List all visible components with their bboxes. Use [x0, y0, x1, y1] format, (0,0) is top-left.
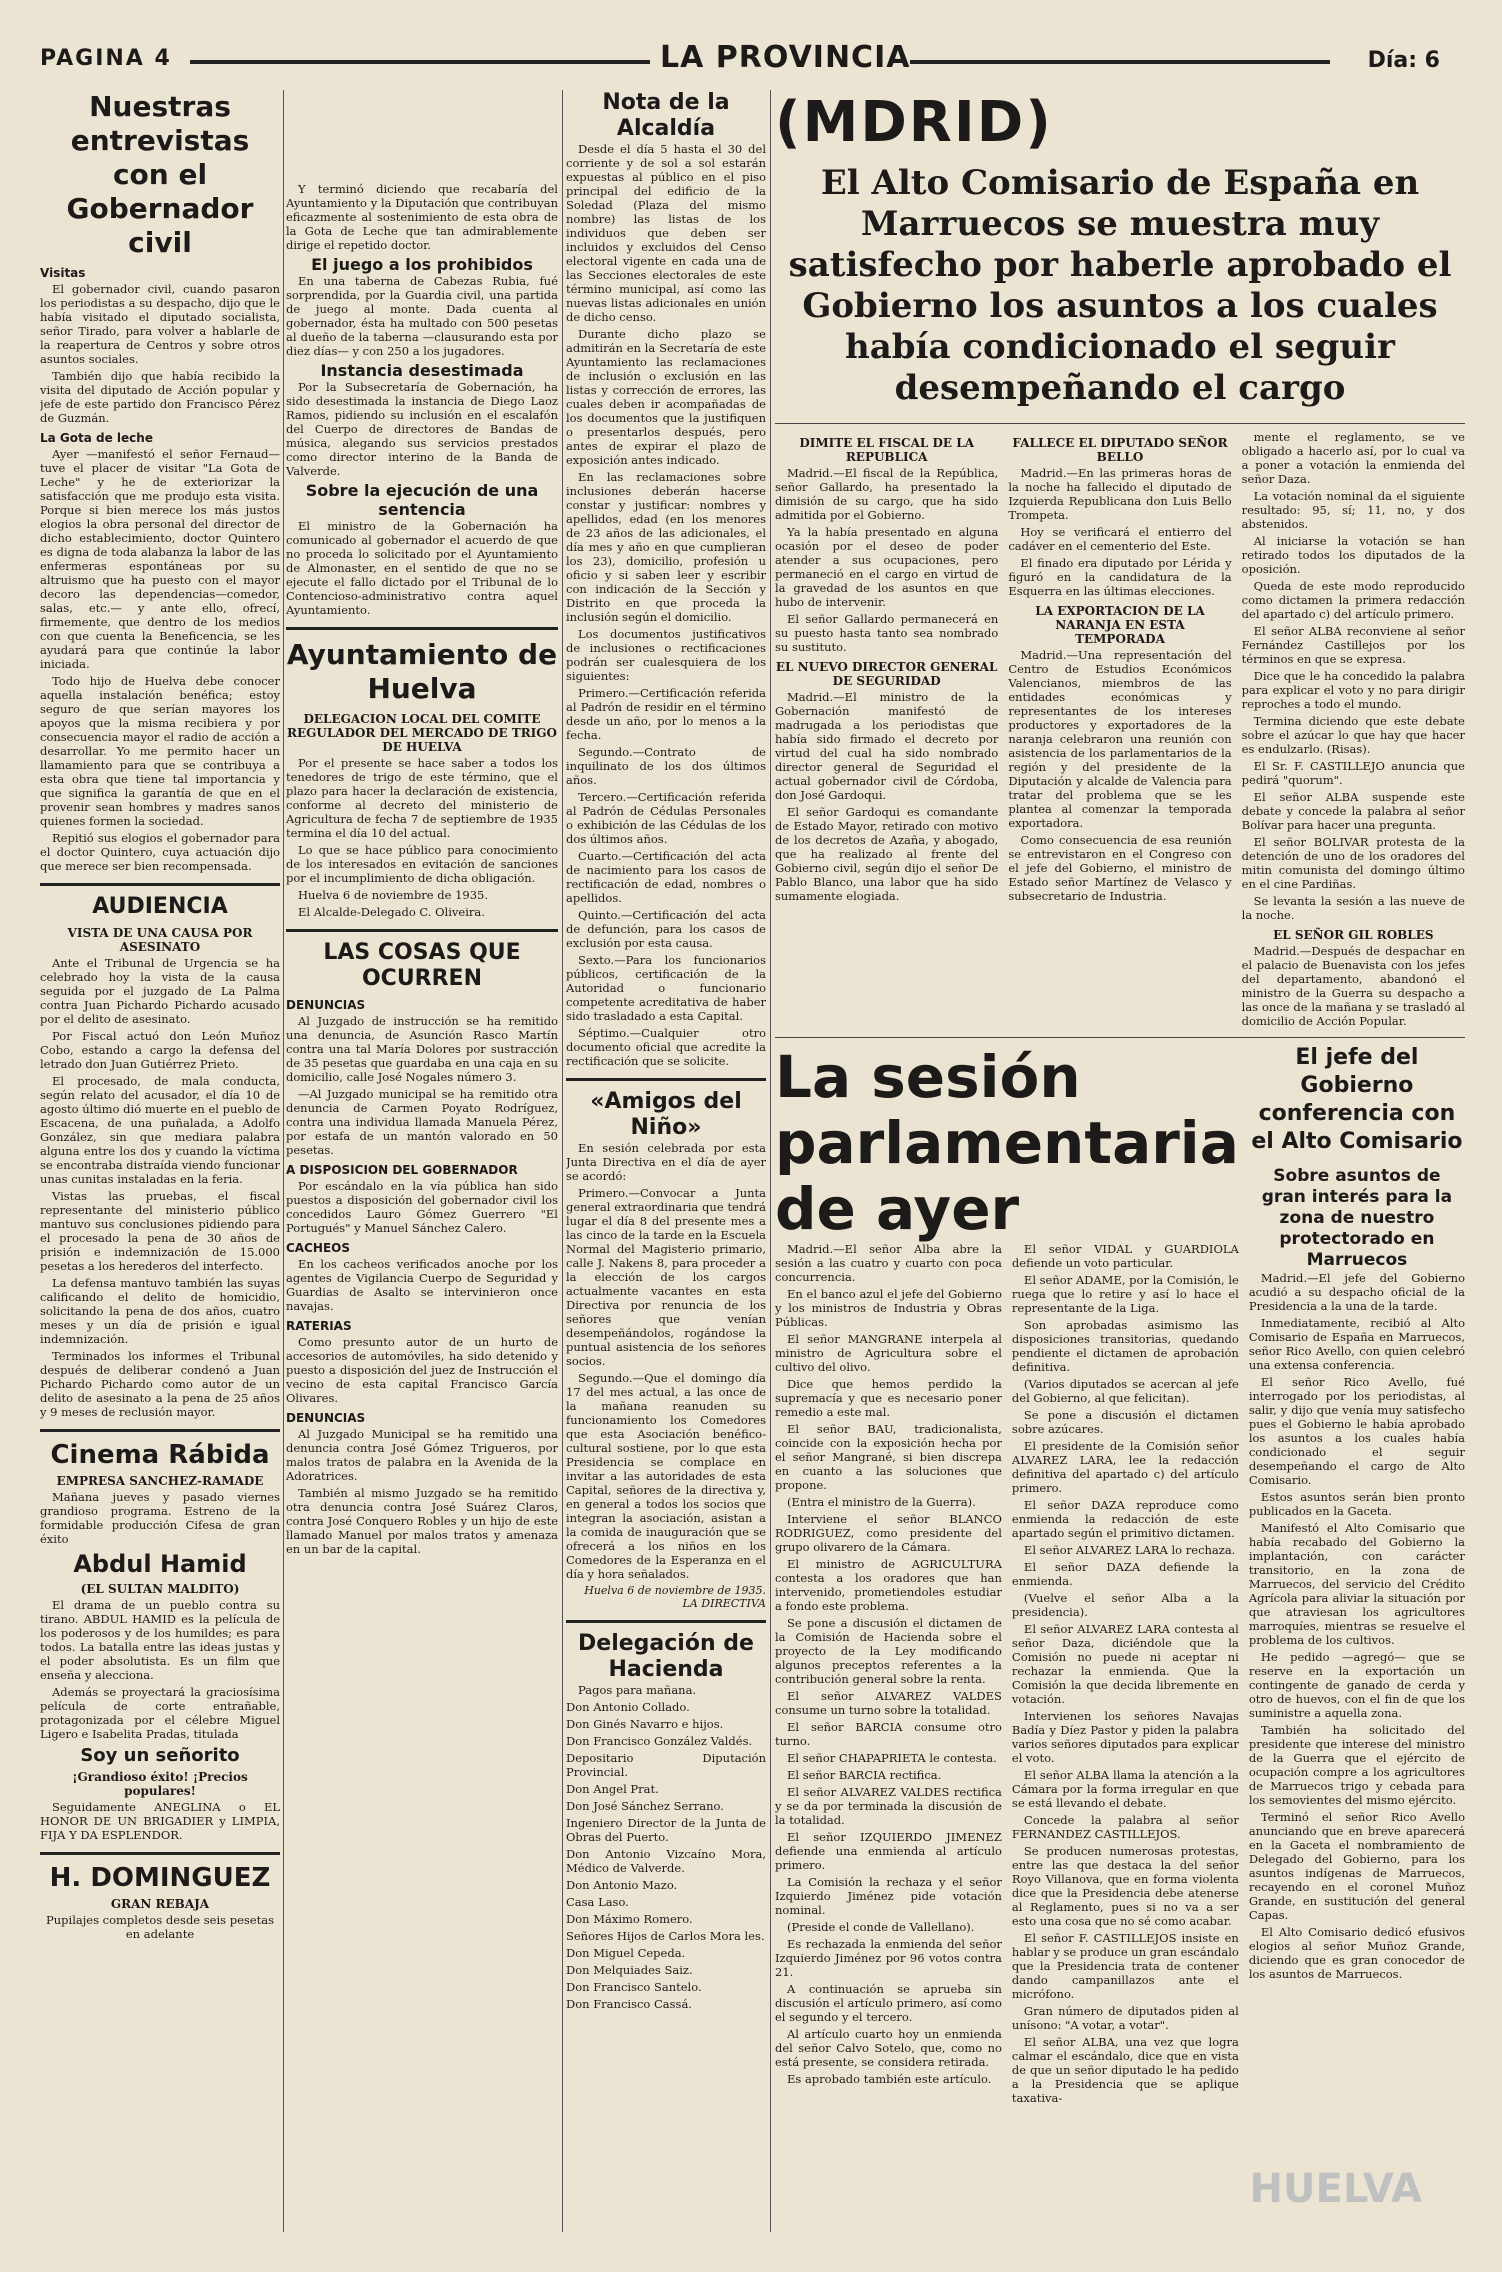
paragraph: Por la Subsecretaría de Gobernación, ha sido desestimada la instancia de Diego Laoz Ramos, pidiendo su inclusión en el escalafón del Cuerpo de directores de Bandas de música, alegando sus servicios prestados como director interino de la Banda de Valverde. [286, 380, 558, 478]
paragraph: (Preside el conde de Vallellano). [787, 1920, 975, 1934]
paragraph: El señor ALVAREZ VALDES consume un turno sobre la totalidad. [775, 1689, 1002, 1717]
list-item: Don Angel Prat. [566, 1782, 659, 1796]
paragraph: Por escándalo en la vía pública han sido puestos a disposición del gobernador civil los concedidos Lauro Gómez Guerrero "El Portugués" y Manuel Sánchez Calero. [286, 1179, 558, 1235]
paragraph: Dice que hemos perdido la supremacía y que es necesario poner remedio a este mal. [775, 1377, 1002, 1419]
paragraph: mente el reglamento, se ve obligado a hacerlo así, por lo cual va a poner a votación la enmienda del señor Daza. [1241, 430, 1465, 486]
subhead-exportacion: LA EXPORTACION DE LA NARANJA EN ESTA TEMPORADA [1035, 604, 1205, 646]
paragraph: Se levanta la sesión a las nueve de la noche. [1241, 894, 1465, 922]
list-item: Ingeniero Director de la Junta de Obras del Puerto. [566, 1816, 766, 1844]
paragraph: El señor Gardoqui es comandante de Estado Mayor, retirado con motivo de los decretos de Azaña, y abogado, que ha realizado al frente del Gobierno civil, según dijo el señor De Pablo Blanco, una labor que ha sido sumamente elogiada. [775, 805, 999, 903]
paragraph: Como presunto autor de un hurto de accesorios de automóviles, ha sido detenido y puesto a disposición del juez de Instrucción el vecino de esta capital Francisco García Olivares. [286, 1335, 558, 1405]
paragraph: Desde el día 5 hasta el 30 del corriente y de sol a sol estarán expuestas al público en el piso principal del edificio de la Soledad (Plaza del mismo nombre) las listas de los individuos que deben ser incluidos y excluidos del Censo electoral vigente en cada una de las Secciones electorales de este término municipal, así como las nuevas listas adicionales en unión de dicho censo. [566, 142, 766, 324]
paragraph: En una taberna de Cabezas Rubia, fué sorprendida, por la Guardia civil, una partida de juego al monte. Dada cuenta al gobernador, ésta ha multado con 500 pesetas al dueño de la taberna —clausurando esta por diez días— y con 250 a los jugadores. [286, 274, 558, 358]
paragraph: Terminados los informes el Tribunal después de deliberar condenó a Juan Pichardo Pichardo como autor de un delito de asesinato a la pena de 25 años y 9 meses de reclusión mayor. [40, 1349, 280, 1419]
ad-tagline: ¡Grandioso éxito! ¡Precios populares! [72, 1770, 248, 1798]
list-item: Don Antonio Vizcaíno Mora, Médico de Valverde. [566, 1847, 766, 1875]
masthead-rule-left [190, 60, 650, 64]
paragraph: Intervienen los señores Navajas Badía y Díez Pastor y piden la palabra varios señores diputados para explicar el voto. [1011, 1709, 1239, 1765]
paragraph: Interviene el señor BLANCO RODRIGUEZ, como presidente del grupo olivarero de la Cámara. [775, 1512, 1002, 1554]
paragraph: Todo hijo de Huelva debe conocer aquella instalación benéfica; estoy seguro de que serían mayores los apoyos que la misma recibiera y por consecuencia mayor el radio de acción a desarrollar. Yo me permito hacer un llamamiento para que se contribuya a esta obra que tiene tal importancia y que significa la garantía de que en el provenir sean hombres y madres sanos quienes formen la sociedad. [40, 674, 280, 828]
list-item: Don Francisco Cassá. [566, 1997, 692, 2011]
subhead-visitas: Visitas [40, 266, 86, 280]
paragraph: Y terminó diciendo que recabaría del Ayuntamiento y la Diputación que contribuyan eficazmente al sostenimiento de esta obra de la Gota de Leche que tan admirablemente dirige el repetido doctor. [286, 182, 558, 252]
list-item: Señores Hijos de Carlos Mora les. [566, 1929, 765, 1943]
paragraph: También ha solicitado del presidente que interese del ministro de la Guerra que el ejército de ocupación compre a los agricultores de Marruecos trigo y cebada para los semovientes del mismo ejército. [1248, 1723, 1465, 1807]
paragraph: La Comisión la rechaza y el señor Izquierdo Jiménez pide votación nominal. [775, 1875, 1002, 1917]
ad-film-title-2: Soy un señorito [80, 1745, 240, 1766]
subhead-fallece: FALLECE EL DIPUTADO SEÑOR BELLO [1012, 436, 1228, 464]
paragraph: El ministro de la Gobernación ha comunicado al gobernador el acuerdo de que no proceda lo solicitado por el Ayuntamiento de Almonaster, en el sentido de que no se ejecute el fallo dictado por el Tribunal de lo Contencioso-administrativo contra aquel Ayuntamiento. [286, 519, 558, 617]
paragraph: Pupilajes completos desde seis pesetas en adelante [46, 1913, 274, 1941]
paragraph: En sesión celebrada por esta Junta Directiva en el día de ayer se acordó: [566, 1141, 766, 1183]
paragraph: Al iniciarse la votación se han retirado todos los diputados de la oposición. [1241, 534, 1465, 576]
list-item: Don Máximo Romero. [566, 1912, 693, 1926]
headline-hacienda: Delegación de Hacienda [578, 1631, 754, 1682]
paragraph: El señor BAU, tradicionalista, coincide con la exposición hecha por el señor Mangrané, si bien discrepa en cuanto a las soluciones que propone. [775, 1422, 1002, 1492]
paragraph: El señor Rico Avello, fué interrogado por los periodistas, al salir, y dijo que venía muy satisfecho pues el Gobierno le había aprobado los asuntos a los cuales había condicionado el seguir desempeñando el cargo de Alto Comisario. [1248, 1375, 1465, 1487]
paragraph: Por Fiscal actuó don León Muñoz Cobo, estando a cargo la defensa del letrado don Juan Gutiérrez Prieto. [40, 1029, 280, 1071]
list-item: Don José Sánchez Serrano. [566, 1799, 724, 1813]
session-col-a [775, 1242, 1002, 2108]
headline-audiencia: AUDIENCIA [92, 894, 228, 919]
paragraph: En el banco azul el jefe del Gobierno y los ministros de Industria y Obras Públicas. [775, 1287, 1002, 1329]
divider [40, 1852, 280, 1855]
paragraph: Es rechazada la enmienda del señor Izquierdo Jiménez por 96 votos contra 21. [775, 1937, 1002, 1979]
paragraph: El drama de un pueblo contra su tirano. ABDUL HAMID es la película de los poderosos y de los humildes; es para todos. La batalla entre las ideas justas y el poder absolutista. Es un film que enseña y alecciona. [40, 1598, 280, 1682]
paragraph: Madrid.—Una representación del Centro de Estudios Económicos Valencianos, miembros de las entidades económicas y representantes de los intereses productores y exportadores de la naranja celebraron una reunión con asistencia de los parlamentarios de la región y del presidente de la Diputación y alcalde de Valencia para tratar del problema que se les plantea al comenzar la temporada exportadora. [1008, 648, 1232, 830]
signature: Huelva 6 de noviembre de 1935. LA DIRECTIVA [584, 1584, 766, 1610]
paragraph: La defensa mantuvo también las suyas calificando el delito de homicidio, solicitando la pena de dos años, cuatro meses y un día de prisión e igual indemnización. [40, 1276, 280, 1346]
paragraph: Son aprobadas asimismo las disposiciones transitorias, quedando pendiente el dictamen de aprobación definitiva. [1011, 1318, 1239, 1374]
paragraph: Concede la palabra al señor FERNANDEZ CASTILLEJOS. [1011, 1813, 1239, 1841]
subhead-delegacion: DELEGACION LOCAL DEL COMITE REGULADOR DEL MERCADO DE TRIGO DE HUELVA [286, 712, 557, 754]
subhead-disposicion: A DISPOSICION DEL GOBERNADOR [286, 1163, 518, 1177]
subhead-cacheos: CACHEOS [286, 1241, 350, 1255]
paragraph: El señor CHAPAPRIETA le contesta. [787, 1751, 997, 1765]
paragraph: La votación nominal da el siguiente resultado: 95, sí; 11, no, y dos abstenidos. [1241, 489, 1465, 531]
paragraph: Madrid.—En las primeras horas de la noche ha fallecido el diputado de Izquierda Republicana don Luis Bello Trompeta. [1008, 466, 1232, 522]
ad-cinema-company: EMPRESA SANCHEZ-RAMADE [56, 1474, 264, 1488]
column-2 [286, 90, 558, 2232]
paragraph: El señor IZQUIERDO JIMENEZ defiende una enmienda al artículo primero. [775, 1830, 1002, 1872]
paragraph: Segundo.—Que el domingo día 17 del mes actual, a las once de la mañana reanuden su funcionamiento los Comedores que esta Asociación benéfico-cultural sostiene, por lo que esta Presidencia se complace en invitar a las autoridades de esta Capital, señores de la directiva y, en general a todos los socios que integran la asociación, asistan a la comida de inauguración que se ofrecerá a los niños en los Comedores de la Esperanza en el día y hora señalados. [566, 1371, 766, 1581]
paragraph: Quinto.—Certificación del acta de defunción, para los casos de exclusión por esta causa. [566, 908, 766, 950]
paragraph: El señor BOLIVAR protesta de la detención de uno de los oradores del mitin comunista del domingo último en el cine Pardiñas. [1241, 835, 1465, 891]
paragraph: Seguidamente ANEGLINA o EL HONOR DE UN BRIGADIER y LIMPIA, FIJA Y DA ESPLENDOR. [40, 1800, 280, 1842]
paragraph: El señor VIDAL y GUARDIOLA defiende un voto particular. [1011, 1242, 1239, 1270]
paragraph: El procesado, de mala conducta, según relato del acusador, el día 10 de agosto último dió muerte en el pueblo de Escacena, de una puñalada, a Adolfo González, sin que mediara palabra alguna entre los dos y cuando la víctima se encontraba distraída viendo funcionar unas cunitas instaladas en la feria. [40, 1074, 280, 1186]
paragraph: A continuación se aprueba sin discusión el artículo primero, así como el segundo y el tercero. [775, 1982, 1002, 2024]
paragraph: El señor ALBA llama la atención a la Cámara por la forma irregular en que se está llevando el debate. [1011, 1768, 1239, 1810]
payments-list [566, 1700, 766, 2011]
paragraph: El señor DAZA defiende la enmienda. [1011, 1560, 1239, 1588]
paragraph: En los cacheos verificados anoche por los agentes de Vigilancia Cuerpo de Seguridad y Guardias de Asalto se intervinieron once navajas. [286, 1257, 558, 1313]
news-col-b [1008, 430, 1231, 1031]
session-col-b [1012, 1242, 1239, 2108]
paragraph: El gobernador civil, cuando pasaron los periodistas a su despacho, dijo que le había visitado el diputado socialista, señor Tirado, para volver a hablarle de la reapertura de Centros y sobre otros asuntos sociales. [40, 282, 280, 366]
paragraph: El señor ALBA reconviene al señor Fernández Castillejos por los términos en que se expresa. [1241, 624, 1465, 666]
divider [40, 1429, 280, 1432]
paragraph: Terminó el señor Rico Avello anunciando que en breve aparecerá en la Gaceta el nombramiento de Delegado del Gobierno, para los asuntos indígenas de Marruecos, recayendo en el coronel Muñoz Grande, en sustitución del general Capas. [1248, 1810, 1465, 1922]
paragraph: El señor ALBA, una vez que logra calmar el escándalo, dice que en vista de que un señor diputado le ha pedido a la Presidencia que se aplique taxativa- [1011, 2035, 1239, 2105]
subhead-instancia: Instancia desestimada [320, 361, 524, 380]
headline-sesion: La sesión parlamentaria de ayer [775, 1043, 1239, 1243]
divider [286, 929, 558, 932]
divider [775, 423, 1465, 424]
column-4 [775, 90, 1465, 2232]
paragraph: Además se proyectará la graciosísima película de corte entrañable, protagonizada por el célebre Miguel Ligero e Isabelita Pradas, titulada [40, 1685, 280, 1741]
paragraph: También dijo que había recibido la visita del diputado de Acción popular y jefe de este partido don Francisco Pérez de Guzmán. [40, 369, 280, 425]
paragraph: Durante dicho plazo se admitirán en la Secretaría de este Ayuntamiento las reclamaciones de inclusión o exclusión en las listas y corrección de errores, las cuales deben ir acompañadas de los documentos que la justifiquen o presentarlos después, pero antes de expirar el plazo de exposición antes indicado. [566, 327, 766, 467]
page-label: PAGINA 4 [40, 46, 172, 71]
paragraph: Vistas las pruebas, el fiscal representante del ministerio público mantuvo sus conclusiones pidiendo para el procesado la pena de 30 años de prisión e indemnización de 15.000 pesetas a los herederos del interfecto. [40, 1189, 280, 1273]
subhead-causa: VISTA DE UNA CAUSA POR ASESINATO [67, 926, 253, 954]
subhead-denuncias-2: DENUNCIAS [286, 1411, 366, 1425]
paragraph: Séptimo.—Cualquier otro documento oficial que acredite la rectificación que se solicite. [566, 1026, 766, 1068]
paragraph: Hoy se verificará el entierro del cadáver en el cementerio del Este. [1008, 525, 1232, 553]
ad-cinema-title: Cinema Rábida [50, 1440, 270, 1470]
column-divider [770, 90, 771, 2232]
jefe-column [1249, 1044, 1465, 2108]
subhead-gota: La Gota de leche [40, 431, 153, 445]
headline-alto-comisario: El Alto Comisario de España en Marruecos se muestra muy satisfecho por haberle aprobado el Gobierno los asuntos a los cuales había condicionado el seguir desempeñando el cargo [788, 163, 1452, 408]
paragraph: Termina diciendo que este debate sobre el azúcar lo que hay que hacer es endulzarlo. (Risas). [1241, 714, 1465, 756]
paragraph: (Vuelve el señor Alba a la presidencia). [1011, 1591, 1239, 1619]
paragraph: El señor F. CASTILLEJOS insiste en hablar y se produce un gran escándalo que la Presidencia trata de contener dando campanillazos ante el micrófono. [1011, 1931, 1239, 2001]
paragraph: Los documentos justificativos de inclusiones o rectificaciones podrán ser cualesquiera de los siguientes: [566, 627, 766, 683]
paragraph: Lo que se hace público para conocimiento de los interesados en evitación de sanciones por el incumplimiento de dicha obligación. [286, 843, 558, 885]
paragraph: Queda de este modo reproducido como dictamen la primera redacción del apartado c) del artículo primero. [1241, 579, 1465, 621]
ad-dominguez-title: H. DOMINGUEZ [49, 1863, 271, 1893]
paragraph: Ya la había presentado en alguna ocasión por el deseo de poder atender a sus ocupaciones, pero permaneció en el cargo en virtud de la gravedad de los asuntos en que hubo de intervenir. [775, 525, 999, 609]
divider [286, 627, 558, 630]
paragraph: Ante el Tribunal de Urgencia se ha celebrado hoy la vista de la causa seguida por el juzgado de La Palma contra Juan Pichardo Pichardo acusado por el delito de asesinato. [40, 956, 280, 1026]
spacer [286, 90, 558, 182]
subhead-director: EL NUEVO DIRECTOR GENERAL DE SEGURIDAD [775, 660, 998, 688]
paragraph: El señor ADAME, por la Comisión, le ruega que lo retire y así lo hace el representante de la Liga. [1011, 1273, 1239, 1315]
news-col-a [775, 430, 998, 1031]
list-item: Don Miguel Cepeda. [566, 1946, 686, 1960]
paragraph: (Varios diputados se acercan al jefe del Gobierno, al que felicitan). [1011, 1377, 1239, 1405]
subhead-raterias: RATERIAS [286, 1319, 352, 1333]
paragraph: El señor ALVAREZ VALDES rectifica y se da por terminada la discusión de la totalidad. [775, 1785, 1002, 1827]
session-grid [775, 1044, 1465, 2108]
ad-film-title: Abdul Hamid [73, 1550, 247, 1578]
page-date: Día: 6 [1367, 48, 1440, 73]
paragraph: Inmediatamente, recibió al Alto Comisario de España en Marruecos, señor Rico Avello, con quien celebró una extensa conferencia. [1248, 1316, 1465, 1372]
paragraph: Como consecuencia de esa reunión se entrevistaron en el Congreso con el jefe del Gobierno, el ministro de Estado señor Martínez de Velasco y subsecretario de Industria. [1008, 833, 1232, 903]
masthead [40, 40, 1460, 82]
divider [566, 1620, 766, 1623]
session-columns [775, 1242, 1239, 2108]
paragraph: El presidente de la Comisión señor ALVAREZ LARA, lee la redacción definitiva del apartado c) del artículo primero. [1011, 1439, 1239, 1495]
paragraph: He pedido —agregó— que se reserve en la exportación un contingente de ganado de cerda y otro de huevos, con el fin de que los suministre a aquella zona. [1248, 1650, 1465, 1720]
list-item: Don Francisco Santelo. [566, 1980, 702, 1994]
list-item: Don Melquiades Saiz. [566, 1963, 693, 1977]
list-item: Depositario Diputación Provincial. [566, 1751, 766, 1779]
paragraph: Madrid.—El jefe del Gobierno acudió a su despacho oficial de la Presidencia a la una de la tarde. [1248, 1271, 1465, 1313]
subhead-jefe: Sobre asuntos de gran interés para la zona de nuestro protectorado en Marruecos [1261, 1166, 1453, 1270]
column-3 [566, 90, 766, 2232]
column-divider [562, 90, 563, 2232]
archive-watermark: HUELVA [1249, 2166, 1422, 2212]
list-item: Don Francisco González Valdés. [566, 1734, 753, 1748]
subhead-juego: El juego a los prohibidos [311, 255, 533, 274]
list-item: Don Antonio Collado. [566, 1700, 690, 1714]
paragraph: (Entra el ministro de la Guerra). [787, 1495, 976, 1509]
paragraph: Mañana jueves y pasado viernes grandioso programa. Estreno de la formidable producción Cifesa de gran éxito [40, 1490, 280, 1546]
paragraph: Manifestó el Alto Comisario que había recabado del Gobierno la implantación, con carácter transitorio, en la zona de Marruecos, del servicio del Crédito Agrícola para aliviar la situación por que atraviesan los agricultores marroquíes, mientras se resuelve el problema de los cultivos. [1248, 1521, 1465, 1647]
ad-dominguez-sub: GRAN REBAJA [110, 1897, 210, 1911]
paragraph: Segundo.—Contrato de inquilinato de los dos últimos años. [566, 745, 766, 787]
paragraph: El señor Gallardo permanecerá en su puesto hasta tanto sea nombrado su sustituto. [775, 612, 999, 654]
paragraph: Dice que le ha concedido la palabra para explicar el voto y no para dirigir reproches a todo el mundo. [1241, 669, 1465, 711]
paragraph: Cuarto.—Certificación del acta de nacimiento para los casos de rectificación de edad, nombres o apellidos. [566, 849, 766, 905]
paragraph: Se producen numerosas protestas, entre las que destaca la del señor Royo Villanova, que en forma violenta dice que la Presidencia debe atenerse al Reglamento, pues si no va a ser esto una cosa que no sé como acabar. [1011, 1844, 1239, 1928]
ad-film-subtitle: (EL SULTAN MALDITO) [80, 1582, 240, 1596]
subhead-ejecucion: Sobre la ejecución de una sentencia [305, 481, 539, 519]
paragraph: Al Juzgado Municipal se ha remitido una denuncia contra José Gómez Trigueros, por malos tratos de palabra en la Avenida de la Adoratrices. [286, 1427, 558, 1483]
headline-jefe: El jefe del Gobierno conferencia con el Alto Comisario [1251, 1045, 1463, 1154]
divider [775, 1037, 1465, 1038]
session-main [775, 1044, 1239, 2108]
paragraph: El ministro de AGRICULTURA contesta a los oradores que han intervenido, prometiendoles estudiar a fondo este problema. [775, 1557, 1002, 1613]
paragraph: Ayer —manifestó el señor Fernaud— tuve el placer de visitar "La Gota de Leche" y he de exteriorizar la satisfacción que me produjo esta visita. Porque si bien merece los más justos elogios la obra personal del director de dicho establecimiento, doctor Quintero es digna de toda alabanza la labor de las enfermeras espontáneas por su altruismo que ha puesto con el mayor decoro las dependencias—comedor, salas, etc.— y ante ello, ofrecí, firmemente, que dentro de los medios con que cuenta la Beneficencia, se les ayudará para que continúe la labor iniciada. [40, 447, 280, 671]
paragraph: Repitió sus elogios el gobernador para el doctor Quintero, cuya actuación dijo que merece ser bien recompensada. [40, 831, 280, 873]
paragraph: Tercero.—Certificación referida al Padrón de Cédulas Personales o exhibición de las Cédulas de los dos últimos años. [566, 790, 766, 846]
paragraph: El Alto Comisario dedicó efusivos elogios al señor Muñoz Grande, diciendo que es gran conocedor de los asuntos de Marruecos. [1248, 1925, 1465, 1981]
headline-cosas: LAS COSAS QUE OCURREN [323, 940, 521, 991]
subhead-denuncias: DENUNCIAS [286, 998, 366, 1012]
paragraph: Madrid.—El ministro de la Gobernación manifestó de madrugada a los periodistas que había sido firmado el decreto por virtud del cual ha sido nombrado director general de Seguridad el actual gobernador civil de Córdoba, don José Gardoqui. [775, 690, 999, 802]
divider [566, 1078, 766, 1081]
paragraph: El señor ALVAREZ LARA lo rechaza. [1023, 1543, 1236, 1557]
subhead-gil-robles: EL SEÑOR GIL ROBLES [1273, 928, 1434, 942]
paragraph: El Sr. F. CASTILLEJO anuncia que pedirá "quorum". [1241, 759, 1465, 787]
paragraph: El señor ALVAREZ LARA contesta al señor Daza, diciéndole que la Comisión no puede ni aceptar ni rechazar la enmienda. Que la Comisión la que decida libremente en votación. [1011, 1622, 1239, 1706]
paragraph: Pagos para mañana. [578, 1683, 697, 1697]
headline-amigos: «Amigos del Niño» [590, 1089, 742, 1140]
news-col-c [1242, 430, 1465, 1031]
subhead-fiscal: DIMITE EL FISCAL DE LA REPUBLICA [799, 436, 974, 464]
paragraph: Sexto.—Para los funcionarios públicos, certificación de la Autoridad o funcionario competente acreditativa de haber sido trasladado a esta Capital. [566, 953, 766, 1023]
paragraph: Gran número de diputados piden al unísono: "A votar, a votar". [1011, 2004, 1239, 2032]
paragraph: El señor BARCIA consume otro turno. [775, 1720, 1002, 1748]
paragraph: El señor ALBA suspende este debate y concede la palabra al señor Bolívar para hacer una pregunta. [1241, 790, 1465, 832]
headline-entrevistas: Nuestras entrevistas con el Gobernador civil [66, 90, 254, 259]
paragraph: Se pone a discusión el dictamen sobre azúcares. [1011, 1408, 1239, 1436]
masthead-rule-right [910, 60, 1330, 64]
paragraph: Madrid.—El fiscal de la República, señor Gallardo, ha presentado la dimisión de su cargo, que ha sido admitida por el Gobierno. [775, 466, 999, 522]
paragraph: Al artículo cuarto hoy un enmienda del señor Calvo Sotelo, que, como no está presente, se considera retirada. [775, 2027, 1002, 2069]
divider [40, 883, 280, 886]
paragraph: El señor DAZA reproduce como enmienda la redacción de este apartado según el primitivo dictamen. [1011, 1498, 1239, 1540]
paragraph: Primero.—Convocar a Junta general extraordinaria que tendrá lugar el día 8 del presente mes a las cinco de la tarde en la Escuela Normal del Magisterio primario, calle J. Nakens 8, para proceder a la elección de los cargos actualmente vacantes en esta Directiva por renuncia de los señores que venían desempeñándolos, rogándose la puntual asistencia de los señores socios. [566, 1186, 766, 1368]
list-item: Casa Laso. [566, 1895, 629, 1909]
paragraph: Por el presente se hace saber a todos los tenedores de trigo de este término, que el plazo para hacer la declaración de existencia, conforme al decreto del ministerio de Agricultura de fecha 7 de septiembre de 1935 termina el día 10 del actual. [286, 756, 558, 840]
newspaper-title: LA PROVINCIA [660, 40, 911, 75]
list-item: Don Ginés Navarro e hijos. [566, 1717, 724, 1731]
signature: Huelva 6 de noviembre de 1935. [298, 888, 489, 902]
headline-nota: Nota de la Alcaldía [602, 90, 730, 141]
headline-ayuntamiento: Ayuntamiento de Huelva [286, 638, 558, 705]
paragraph: El señor BARCIA rectifica. [787, 1768, 942, 1782]
paragraph: Primero.—Certificación referida al Padrón de residir en el término desde un año, por lo menos a la fecha. [566, 686, 766, 742]
paragraph: Estos asuntos serán bien pronto publicados en la Gaceta. [1248, 1490, 1465, 1518]
paragraph: El señor MANGRANE interpela al ministro de Agricultura sobre el cultivo del olivo. [775, 1332, 1002, 1374]
paragraph: Es aprobado también este artículo. [787, 2072, 992, 2086]
news-grid [775, 430, 1465, 1031]
column-divider [283, 90, 284, 2232]
list-item: Don Antonio Mazo. [566, 1878, 678, 1892]
paragraph: Madrid.—El señor Alba abre la sesión a las cuatro y cuarto con poca concurrencia. [775, 1242, 1002, 1284]
paragraph: Se pone a discusión el dictamen de la Comisión de Hacienda sobre el proyecto de la Ley modificando algunos preceptos referentes a la contribución general sobre la renta. [775, 1616, 1002, 1686]
paragraph: También al mismo Juzgado se ha remitido otra denuncia contra José Suárez Claros, contra José Conquero Robles y un hijo de este llamado Manuel por malos tratos y amenaza en un bar de la capital. [286, 1486, 558, 1556]
paragraph: —Al Juzgado municipal se ha remitido otra denuncia de Carmen Poyato Rodríguez, contra una individua llamada Manuela Pérez, por estafa de un mantón valorado en 50 pesetas. [286, 1087, 558, 1157]
section-label-madrid: (MDRID) [775, 90, 1053, 155]
column-1 [40, 90, 280, 2232]
paragraph: En las reclamaciones sobre inclusiones deberán hacerse constar y justificar: nombres y apellidos, edad (en los menores de 23 años de las adicionales, el día mes y año en que cumplieran los 23), domicilio, profesión u oficio y si saben leer y escribir con indicación de la Sección y Distrito en que proceda la inclusión según el domicilio. [566, 470, 766, 624]
paragraph: Madrid.—Después de despachar en el palacio de Buenavista con los jefes del departamento, abandonó el ministro de la Guerra su despacho a las once de la mañana y se trasladó al domicilio de Acción Popular. [1241, 944, 1465, 1028]
paragraph: El finado era diputado por Lérida y figuró en la candidatura de la Esquerra en las últimas elecciones. [1008, 556, 1232, 598]
paragraph: Al Juzgado de instrucción se ha remitido una denuncia, de Asunción Rasco Martín contra una tal María Dolores por sustracción de 35 pesetas que guardaba en una caja en su domicilio, calle José Nogales número 3. [286, 1014, 558, 1084]
signature: El Alcalde-Delegado C. Oliveira. [298, 905, 485, 919]
